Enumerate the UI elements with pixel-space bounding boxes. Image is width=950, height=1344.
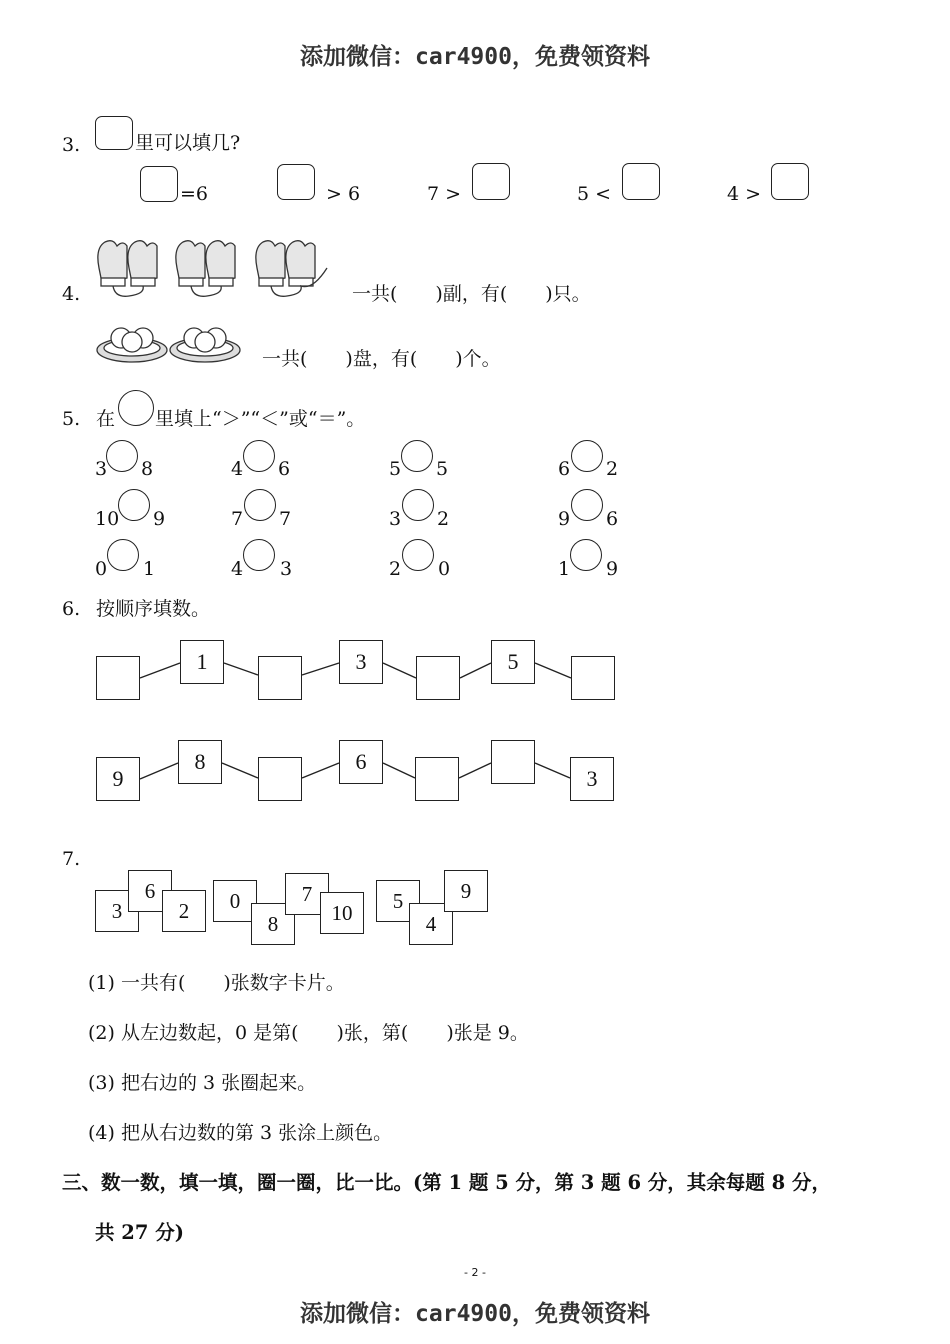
q3-number: 3. (62, 134, 81, 156)
q6-chain2-box[interactable] (258, 757, 302, 801)
q6-chain1-box[interactable]: 3 (339, 640, 383, 684)
q3-prompt: 里可以填几? (135, 132, 241, 154)
q5-number: 5. (62, 408, 81, 430)
watermark-bottom: 添加微信：car4900，免费领资料 (300, 1301, 650, 1327)
q6-chain2-box[interactable] (415, 757, 459, 801)
q5-left: 9 (558, 508, 571, 530)
q5-answer-circle[interactable] (107, 539, 139, 571)
q5-left: 6 (558, 458, 571, 480)
q5-right: 8 (141, 458, 154, 480)
q5-answer-circle[interactable] (106, 440, 138, 472)
q4-number: 4. (62, 283, 81, 305)
q4-line1: 一共( )副，有( )只。 (352, 283, 591, 305)
q5-prompt-post: 里填上“＞”“＜”或“＝”。 (155, 408, 366, 430)
q3-blank-box[interactable] (95, 116, 133, 150)
q7-sub-4: (4) 把从右边数的第 3 张涂上颜色。 (88, 1122, 393, 1144)
q3-answer-box-4[interactable] (622, 163, 660, 200)
q4-line2: 一共( )盘，有( )个。 (262, 348, 501, 370)
q5-left: 5 (389, 458, 402, 480)
q5-left: 4 (231, 558, 244, 580)
watermark-top: 添加微信：car4900，免费领资料 (300, 44, 650, 70)
q7-card[interactable]: 7 (285, 873, 329, 915)
q5-answer-circle[interactable] (244, 489, 276, 521)
q3-answer-box-5[interactable] (771, 163, 809, 200)
q5-right: 6 (278, 458, 291, 480)
mittens-icon (98, 241, 327, 297)
q3-item-2: > 6 (326, 183, 361, 205)
q5-right: 0 (438, 558, 451, 580)
q7-sub-3: (3) 把右边的 3 张圈起来。 (88, 1072, 317, 1094)
q7-sub-2: (2) 从左边数起，0 是第( )张，第( )张是 9。 (88, 1022, 529, 1044)
q5-right: 9 (153, 508, 166, 530)
q6-chain1-box[interactable] (571, 656, 615, 700)
q6-chain2-box[interactable]: 8 (178, 740, 222, 784)
q7-number: 7. (62, 848, 81, 870)
q6-chain2-box[interactable]: 9 (96, 757, 140, 801)
q5-right: 5 (436, 458, 449, 480)
q5-answer-circle[interactable] (118, 489, 150, 521)
q3-item-5: 4 > (727, 183, 762, 205)
q5-left: 4 (231, 458, 244, 480)
q6-chain1-box[interactable]: 1 (180, 640, 224, 684)
q5-circle-example (118, 390, 154, 426)
section3-heading: 三、数一数，填一填，圈一圈，比一比。(第 1 题 5 分，第 3 题 6 分，其余每题 8 分， (62, 1171, 831, 1194)
q6-chain2-box[interactable]: 3 (570, 757, 614, 801)
q7-card[interactable]: 5 (376, 880, 420, 922)
q5-left: 3 (95, 458, 108, 480)
q5-right: 9 (606, 558, 619, 580)
q3-answer-box-3[interactable] (472, 163, 510, 200)
q6-chain1-box[interactable] (258, 656, 302, 700)
q5-prompt-pre: 在 (96, 408, 116, 430)
peach-plate-icon (97, 328, 240, 362)
q5-answer-circle[interactable] (401, 440, 433, 472)
q5-answer-circle[interactable] (570, 539, 602, 571)
q6-chain1-box[interactable] (416, 656, 460, 700)
q5-left: 2 (389, 558, 402, 580)
q5-answer-circle[interactable] (402, 489, 434, 521)
q7-card[interactable]: 0 (213, 880, 257, 922)
q6-chain1-box[interactable] (96, 656, 140, 700)
q7-card[interactable]: 2 (162, 890, 206, 932)
q5-left: 1 (558, 558, 571, 580)
q5-left: 0 (95, 558, 108, 580)
q6-chain1-box[interactable]: 5 (491, 640, 535, 684)
q5-left: 10 (95, 508, 120, 530)
q5-answer-circle[interactable] (402, 539, 434, 571)
q5-answer-circle[interactable] (571, 440, 603, 472)
q5-right: 1 (143, 558, 156, 580)
q5-right: 6 (606, 508, 619, 530)
q5-right: 7 (279, 508, 292, 530)
q6-chain2-box[interactable]: 6 (339, 740, 383, 784)
q5-right: 2 (437, 508, 450, 530)
q6-prompt: 按顺序填数。 (96, 598, 211, 620)
q5-answer-circle[interactable] (243, 539, 275, 571)
q7-card[interactable]: 4 (409, 903, 453, 945)
q3-item-1: =6 (180, 183, 209, 205)
q6-chain2-box[interactable] (491, 740, 535, 784)
q7-sub-1: (1) 一共有( )张数字卡片。 (88, 972, 345, 994)
q5-right: 2 (606, 458, 619, 480)
q6-number: 6. (62, 598, 81, 620)
q3-answer-box-2[interactable] (277, 164, 315, 200)
q7-card[interactable]: 10 (320, 892, 364, 934)
q3-item-4: 5 < (577, 183, 612, 205)
q3-answer-box-1[interactable] (140, 166, 178, 202)
page-number: - 2 - (464, 1266, 486, 1279)
q5-right: 3 (280, 558, 293, 580)
q5-left: 3 (389, 508, 402, 530)
q7-card[interactable]: 9 (444, 870, 488, 912)
q5-left: 7 (231, 508, 244, 530)
q3-item-3: 7 > (427, 183, 462, 205)
q7-card[interactable]: 6 (128, 870, 172, 912)
q5-answer-circle[interactable] (243, 440, 275, 472)
q7-card[interactable]: 8 (251, 903, 295, 945)
q5-answer-circle[interactable] (571, 489, 603, 521)
section3-heading-cont: 共 27 分) (95, 1221, 184, 1244)
q7-card[interactable]: 3 (95, 890, 139, 932)
